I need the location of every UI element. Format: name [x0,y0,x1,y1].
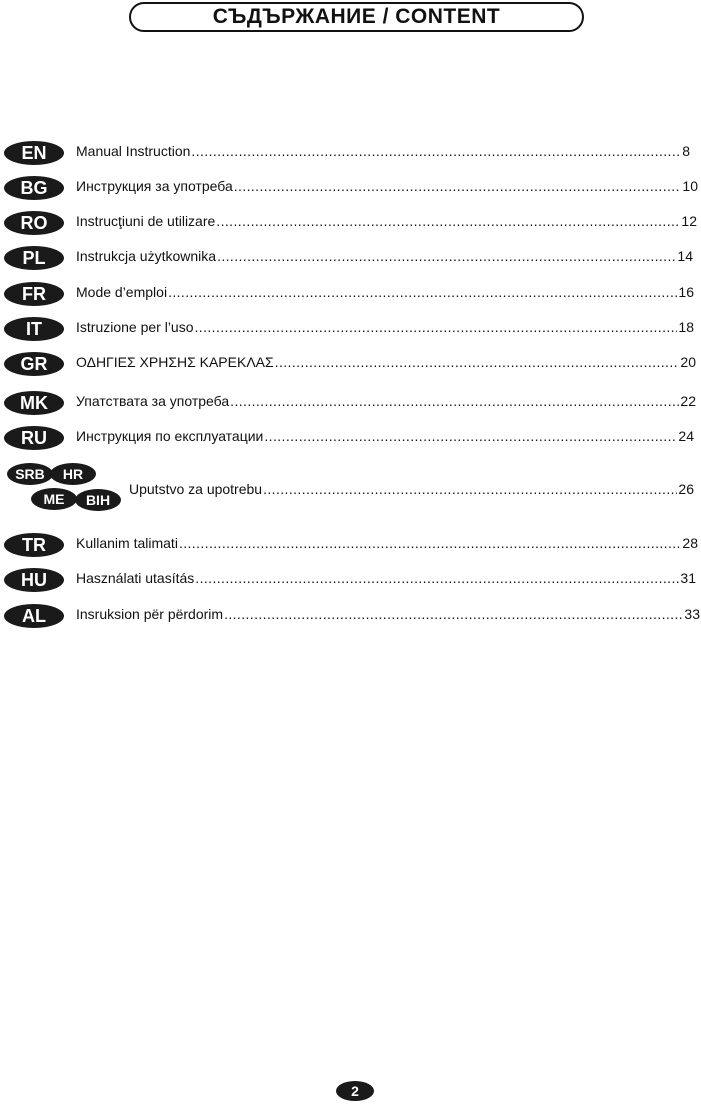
language-badge-mk: MK [4,391,64,415]
language-badge-it: IT [4,317,64,341]
toc-row-bg[interactable] [0,176,701,200]
toc-entry [129,481,694,501]
language-badge-srb: SRB [7,463,53,485]
language-badge-pl: PL [4,246,64,270]
dot-leader [224,606,683,622]
language-badge-tr: TR [4,533,64,557]
dot-leader [179,535,681,551]
language-badge-me: ME [31,488,77,510]
language-badge-fr: FR [4,282,64,306]
dot-leader [230,393,679,409]
toc-entry-page: 20 [680,354,696,370]
toc-entry [76,213,697,233]
toc-entry-page: 18 [678,319,694,335]
dot-leader [275,354,680,370]
toc-row-srb-hr-me-bih[interactable] [0,461,701,515]
toc-entry [76,319,694,339]
dot-leader [264,428,677,444]
toc-entry-page: 8 [682,143,690,159]
toc-entry-page: 14 [677,248,693,264]
page-title: СЪДЪРЖАНИЕ / CONTENT [212,5,501,28]
toc-entry [76,178,698,198]
toc-entry-label: Упатствата за употреба [76,393,230,409]
toc-entry-label: Инструкция по експлуатации [76,428,264,444]
toc-entry-page: 31 [680,570,696,586]
toc-entry [76,428,694,448]
language-badge-ro: RO [4,211,64,235]
language-badge-en: EN [4,141,64,165]
dot-leader [195,319,678,335]
toc-row-fr[interactable] [0,282,701,306]
toc-row-en[interactable] [0,141,701,165]
toc-entry-label: ΟΔΗΓΙΕΣ ΧΡΗΣΗΣ ΚΑΡΕΚΛΑΣ [76,354,274,370]
toc-row-ru[interactable] [0,426,701,450]
toc-entry [76,535,698,555]
dot-leader [191,143,681,159]
language-badge-gr: GR [4,352,64,376]
toc-entry [76,570,696,590]
toc-entry-label: Инструкция за употреба [76,178,233,194]
language-badge-hu: HU [4,568,64,592]
dot-leader [263,481,677,497]
toc-entry [76,143,690,163]
toc-entry-label: Instrukcja użytkownika [76,248,217,264]
toc-entry [76,284,694,304]
toc-entry-page: 10 [682,178,698,194]
language-badge-ru: RU [4,426,64,450]
toc-entry [76,393,696,413]
toc-row-gr[interactable] [0,352,701,376]
language-badge-bg: BG [4,176,64,200]
toc-entry-label: Kullanim talimati [76,535,178,551]
language-badge-hr: HR [50,463,96,485]
dot-leader [216,213,680,229]
toc-row-pl[interactable] [0,246,701,270]
toc-entry-label: Uputstvo za upotrebu [129,481,263,497]
toc-row-al[interactable] [0,604,701,628]
toc-entry-label: Használati utasítás [76,570,195,586]
toc-row-hu[interactable] [0,568,701,592]
toc-entry-page: 22 [680,393,696,409]
dot-leader [234,178,682,194]
language-badge-bih: BIH [75,489,121,511]
page-number-badge: 2 [336,1081,374,1101]
toc-row-mk[interactable] [0,391,701,415]
toc-entry-label: Mode d’emploi [76,284,168,300]
toc-entry-page: 12 [681,213,697,229]
toc-entry-page: 33 [684,606,700,622]
toc-entry-label: Instrucţiuni de utilizare [76,213,216,229]
toc-entry-label: Istruzione per l’uso [76,319,194,335]
toc-entry-label: Manual Instruction [76,143,191,159]
toc-entry-page: 28 [682,535,698,551]
toc-row-ro[interactable] [0,211,701,235]
dot-leader [195,570,679,586]
toc-entry-page: 16 [678,284,694,300]
language-badge-al: AL [4,604,64,628]
dot-leader [217,248,676,264]
dot-leader [168,284,677,300]
toc-entry [76,354,696,374]
toc-row-it[interactable] [0,317,701,341]
toc-entry-label: Insruksion për përdorim [76,606,224,622]
toc-entry [76,248,693,268]
toc-entry [76,606,700,626]
toc-row-tr[interactable] [0,533,701,557]
toc-entry-page: 24 [678,428,694,444]
toc-entry-page: 26 [678,481,694,497]
